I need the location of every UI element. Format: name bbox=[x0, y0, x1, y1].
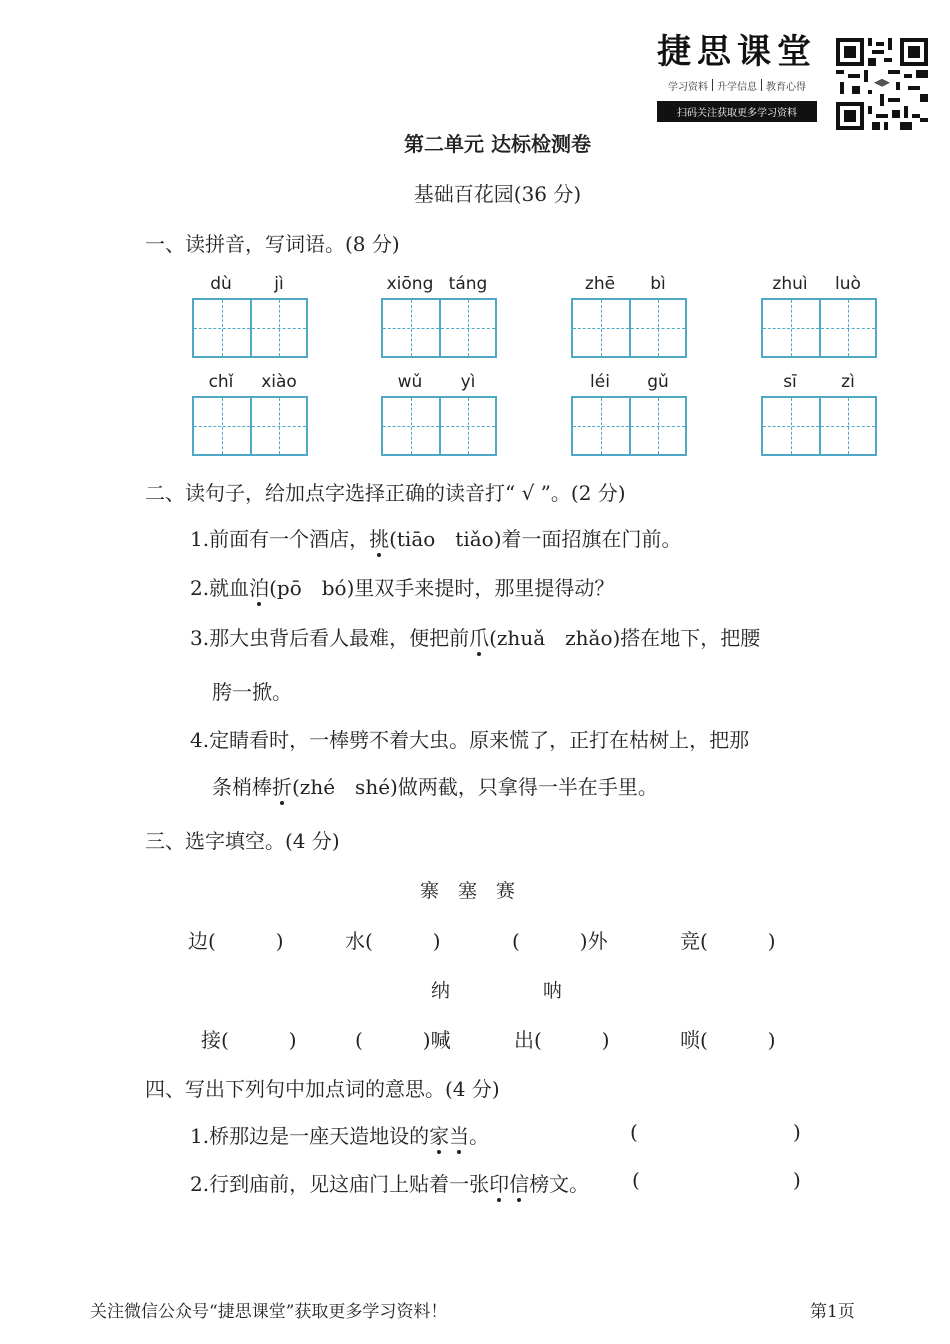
pinyin-word-8 bbox=[761, 372, 877, 456]
pinyin-label: sī bbox=[783, 372, 797, 392]
writing-grid[interactable] bbox=[571, 396, 687, 456]
writing-grid[interactable] bbox=[381, 396, 497, 456]
pinyin-label: chǐ bbox=[208, 372, 234, 392]
q4-sentence-1 bbox=[190, 1120, 489, 1149]
sentence-text: 1.前面有一个酒店， bbox=[190, 527, 370, 551]
q2-sentence-3-cont: 胯一掀。 bbox=[212, 680, 292, 704]
dotted-char: 印 bbox=[489, 1172, 510, 1196]
q2-sentence-4-line2 bbox=[212, 771, 658, 800]
writing-grid[interactable] bbox=[192, 298, 308, 358]
blank-item[interactable]: 出( ) bbox=[514, 1028, 610, 1052]
brand-banner: 扫码关注获取更多学习资料 bbox=[657, 101, 817, 122]
sentence-text: 2.就血 bbox=[190, 576, 250, 600]
sentence-text[interactable]: (pō bó)里双手来提时，那里提得动？ bbox=[269, 576, 615, 600]
blank-item[interactable]: 唢( ) bbox=[680, 1028, 776, 1052]
pinyin-label: bì bbox=[650, 274, 666, 294]
dotted-char: 爪 bbox=[469, 626, 490, 650]
q4-sentence-2 bbox=[190, 1168, 589, 1197]
pinyin-word-2 bbox=[381, 274, 497, 358]
pinyin-label: xiōng bbox=[386, 274, 434, 294]
writing-grid[interactable] bbox=[192, 396, 308, 456]
pinyin-word-5 bbox=[192, 372, 308, 456]
pinyin-word-1 bbox=[192, 274, 308, 358]
answer-paren-open[interactable]: ( bbox=[632, 1168, 640, 1192]
tag-divider bbox=[712, 79, 713, 91]
sentence-text: 榜文。 bbox=[529, 1172, 590, 1196]
answer-paren-close: ) bbox=[793, 1120, 801, 1144]
pinyin-label: zhē bbox=[584, 274, 616, 294]
pinyin-label: luò bbox=[835, 274, 861, 294]
writing-grid[interactable] bbox=[761, 298, 877, 358]
pinyin-label: wǔ bbox=[397, 372, 423, 392]
pinyin-label: dù bbox=[210, 274, 232, 294]
q3-char-option: 纳 bbox=[431, 980, 451, 1002]
writing-grid[interactable] bbox=[381, 298, 497, 358]
q3-char-options-1: 寨 塞 赛 bbox=[420, 880, 516, 902]
q2-sentence-4-line1: 4.定睛看时，一棒劈不着大虫。原来慌了，正打在枯树上，把那 bbox=[190, 728, 750, 752]
q2-heading: 二、读句子，给加点字选择正确的读音打“ √ ”。(2 分) bbox=[145, 481, 626, 505]
brand-name: 捷思课堂 bbox=[657, 32, 817, 72]
dotted-char: 家 bbox=[429, 1124, 450, 1148]
sentence-text: 2.行到庙前，见这庙门上贴着一张 bbox=[190, 1172, 490, 1196]
tag-divider bbox=[761, 79, 762, 91]
q1-heading: 一、读拼音，写词语。(8 分) bbox=[145, 232, 400, 256]
brand-tag: 教育心得 bbox=[766, 82, 806, 93]
blank-item[interactable]: 水( ) bbox=[345, 929, 441, 953]
qr-code-icon bbox=[836, 38, 928, 130]
pinyin-label: gǔ bbox=[647, 372, 669, 392]
dotted-char: 信 bbox=[509, 1172, 530, 1196]
q3-char-option: 呐 bbox=[543, 980, 563, 1002]
pinyin-label: zì bbox=[841, 372, 855, 392]
sentence-text: 条梢棒 bbox=[212, 775, 272, 799]
blank-item[interactable]: 竞( ) bbox=[680, 929, 776, 953]
brand-tags bbox=[653, 78, 821, 93]
pinyin-label: xiào bbox=[261, 372, 297, 392]
blank-item[interactable]: 接( ) bbox=[201, 1028, 297, 1052]
writing-grid[interactable] bbox=[571, 298, 687, 358]
sentence-text[interactable]: (zhuǎ zhǎo)搭在地下，把腰 bbox=[489, 626, 761, 650]
pinyin-word-4 bbox=[761, 274, 877, 358]
brand-block bbox=[653, 32, 821, 122]
sentence-text: 。 bbox=[469, 1124, 490, 1148]
brand-tag: 升学信息 bbox=[717, 82, 757, 93]
pinyin-word-3 bbox=[571, 274, 687, 358]
sentence-text[interactable]: (zhé shé)做两截，只拿得一半在手里。 bbox=[292, 775, 658, 799]
pinyin-label: zhuì bbox=[772, 274, 808, 294]
blank-item[interactable]: ( )外 bbox=[512, 929, 608, 953]
sentence-text: 3.那大虫背后看人最难，便把前 bbox=[190, 626, 470, 650]
sentence-text[interactable]: (tiāo tiǎo)着一面招旗在门前。 bbox=[389, 527, 682, 551]
answer-paren-open[interactable]: ( bbox=[630, 1120, 638, 1144]
writing-grid[interactable] bbox=[761, 396, 877, 456]
dotted-char: 挑 bbox=[369, 527, 390, 551]
q4-heading: 四、写出下列句中加点词的意思。(4 分) bbox=[145, 1077, 500, 1101]
pinyin-word-7 bbox=[571, 372, 687, 456]
page-number: 第1页 bbox=[810, 1302, 855, 1322]
page-title: 第二单元 达标检测卷 bbox=[404, 132, 591, 156]
q2-sentence-1 bbox=[190, 523, 682, 552]
dotted-char: 当 bbox=[449, 1124, 470, 1148]
pinyin-word-6 bbox=[381, 372, 497, 456]
dotted-char: 折 bbox=[272, 775, 292, 799]
sentence-text: 1.桥那边是一座天造地设的 bbox=[190, 1124, 430, 1148]
brand-tag: 学习资料 bbox=[668, 82, 708, 93]
section-subtitle: 基础百花园(36 分) bbox=[413, 182, 582, 206]
answer-paren-close: ) bbox=[793, 1168, 801, 1192]
q2-sentence-3 bbox=[190, 622, 760, 651]
pinyin-label: jì bbox=[274, 274, 284, 294]
dotted-char: 泊 bbox=[249, 576, 270, 600]
blank-item[interactable]: 边( ) bbox=[188, 929, 284, 953]
blank-item[interactable]: ( )喊 bbox=[355, 1028, 451, 1052]
footer-note: 关注微信公众号“捷思课堂”获取更多学习资料！ bbox=[90, 1302, 448, 1322]
pinyin-label: yì bbox=[460, 372, 476, 392]
pinyin-label: léi bbox=[590, 372, 610, 392]
q3-heading: 三、选字填空。(4 分) bbox=[145, 829, 340, 853]
pinyin-label: táng bbox=[448, 274, 488, 294]
q2-sentence-2 bbox=[190, 572, 614, 601]
